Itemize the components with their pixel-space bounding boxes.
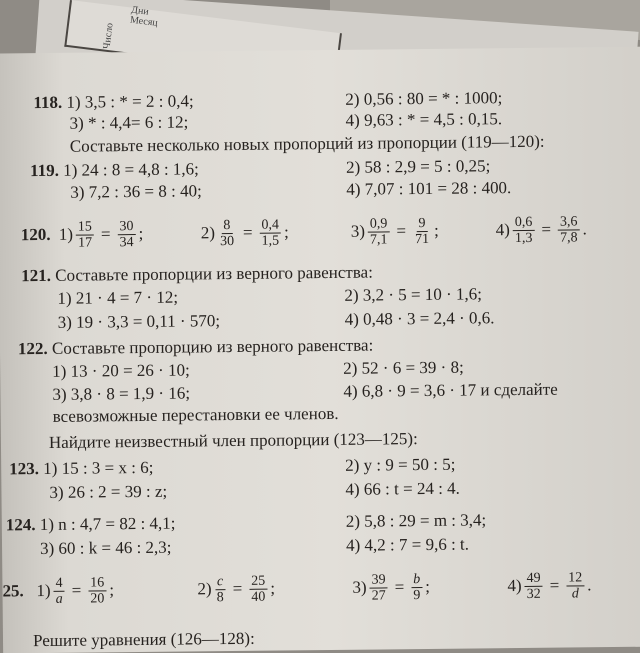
problem-item: 2) 0,56 : 80 = * : 1000; <box>345 88 503 109</box>
equals-sign: = <box>71 580 82 600</box>
problem-item: 2) 5,8 : 29 = m : 3,4; <box>345 510 487 531</box>
item-label: 4) <box>507 576 522 596</box>
fraction <box>566 570 584 601</box>
fraction <box>524 570 542 601</box>
denominator: 9 <box>413 587 421 603</box>
numerator: b <box>411 572 422 588</box>
problem-120 <box>20 205 640 251</box>
equals-sign: = <box>396 221 407 241</box>
problem-item: 2) 3,2 · 5 = 10 · 1,6; <box>344 284 483 305</box>
fraction <box>76 219 94 250</box>
problem-item: 4) 66 : t = 24 : 4. <box>345 478 460 499</box>
denominator: 32 <box>526 586 541 602</box>
punctuation: . <box>587 575 592 595</box>
proportion-item <box>496 205 588 254</box>
punctuation: . <box>582 219 587 239</box>
numerator: 8 <box>221 218 232 234</box>
section-heading: Составьте несколько новых пропорций из пропорции (119—120): <box>69 131 545 156</box>
denominator: 27 <box>371 587 386 604</box>
proportion-item <box>507 561 592 610</box>
problem-item: 1) 21 · 4 = 7 · 12; <box>57 287 179 308</box>
denominator: 40 <box>251 589 266 605</box>
section-heading: Найдите неизвестный член пропорции (123—125): <box>48 429 418 452</box>
problem-item: 3) 7,2 : 36 = 8 : 40; <box>70 181 202 202</box>
fraction <box>249 573 267 604</box>
problem-number: 25. <box>2 581 24 601</box>
item-label: 4) <box>495 220 511 240</box>
problem-number: 123. <box>9 459 40 479</box>
problem-number: 121. <box>21 265 52 286</box>
numerator: 15 <box>76 219 94 235</box>
denominator: 1,5 <box>261 233 280 249</box>
problem-item: 4) 0,48 · 3 = 2,4 · 0,6. <box>344 308 495 329</box>
problem-item: 4) 6,8 · 9 = 3,6 · 17 и сделайте <box>343 379 558 401</box>
denominator: 7,1 <box>369 231 388 248</box>
numerator: 12 <box>566 570 584 586</box>
equals-sign: = <box>541 219 552 239</box>
problem-item: 3) 3,8 · 8 = 1,9 · 16; <box>52 383 191 404</box>
problem-number: 118. <box>33 92 63 113</box>
denominator: 34 <box>119 234 134 250</box>
denominator: a <box>55 591 63 607</box>
problem-122-heading <box>18 336 373 360</box>
fraction <box>88 575 106 606</box>
punctuation: ; <box>283 222 289 242</box>
denominator: 1,3 <box>514 230 533 246</box>
problem-item: 4) 7,07 : 101 = 28 : 400. <box>346 178 512 199</box>
problem-item: 4) 9,63 : * = 4,5 : 0,15. <box>345 109 503 130</box>
denominator: 7,8 <box>560 229 578 246</box>
problem-number: 119. <box>30 160 60 181</box>
equals-sign: = <box>549 575 560 595</box>
punctuation: ; <box>425 576 431 597</box>
equals-sign: = <box>100 224 111 244</box>
problem-number: 124. <box>5 515 36 535</box>
fraction <box>558 214 580 245</box>
problem-item: 3) * : 4,4= 6 : 12; <box>69 112 189 133</box>
denominator: 30 <box>219 233 235 249</box>
denominator: d <box>571 585 579 601</box>
denominator: 8 <box>216 589 224 605</box>
numerator: 0,9 <box>368 216 390 232</box>
numerator: 0,4 <box>259 217 281 233</box>
numerator: 49 <box>524 570 542 586</box>
problem-item: 4) 4,2 : 7 = 9,6 : t. <box>345 534 470 555</box>
problem-item: 1) 13 · 20 = 26 · 10; <box>52 360 190 381</box>
fraction <box>513 214 535 245</box>
problem-text: Составьте пропорции из верного равенства: <box>55 262 373 285</box>
fraction <box>368 216 390 247</box>
equals-sign: = <box>232 578 243 599</box>
problem-item: 3) 19 · 3,3 = 0,11 · 570; <box>57 311 221 332</box>
problem-item: 1) 3,5 : * = 2 : 0,4; <box>66 91 194 112</box>
item-label: 2) <box>200 223 216 243</box>
fraction <box>218 217 236 248</box>
numerator: 39 <box>369 572 387 588</box>
punctuation: ; <box>109 580 115 600</box>
problem-item: 2) y : 9 = 50 : 5; <box>345 454 456 475</box>
numerator: 4 <box>54 575 65 591</box>
punctuation: ; <box>138 223 144 243</box>
problem-item: 1) n : 4,7 = 82 : 4,1; <box>39 513 176 535</box>
punctuation: ; <box>270 578 276 598</box>
numerator: 3,6 <box>558 214 580 230</box>
problem-number: 120. <box>20 224 51 245</box>
problem-number: 122. <box>17 338 48 359</box>
item-label: 3) <box>350 221 366 241</box>
numerator: 25 <box>249 573 267 589</box>
numerator: 16 <box>88 575 106 591</box>
problem-item: 3) 60 : k = 46 : 2,3; <box>39 537 172 559</box>
item-label: 1) <box>58 224 74 244</box>
numerator: 9 <box>416 215 427 231</box>
item-label: 3) <box>352 577 367 597</box>
proportion-item <box>36 566 114 615</box>
textbook-page <box>0 47 640 653</box>
proportion-item <box>351 207 439 256</box>
problem-118-row1 <box>33 91 193 113</box>
fraction <box>54 575 65 606</box>
problem-125 <box>2 561 640 607</box>
denominator: 20 <box>90 590 105 607</box>
numerator: 30 <box>117 219 135 235</box>
problem-text: Составьте пропорцию из верного равенства: <box>51 335 374 358</box>
fraction <box>215 574 226 605</box>
problem-item: 1) 24 : 8 = 4,8 : 1,6; <box>63 159 199 180</box>
problem-119-row1 <box>30 159 199 181</box>
section-heading: Решите уравнения (126—128): <box>32 628 255 651</box>
denominator: 17 <box>77 234 93 251</box>
proportion-item <box>59 210 144 259</box>
problem-123-row1 <box>9 458 153 480</box>
proportion-item <box>352 563 430 612</box>
fraction <box>117 219 135 250</box>
problem-item: 1) 15 : 3 = x : 6; <box>43 457 154 479</box>
fraction <box>413 215 431 246</box>
numerator: c <box>215 574 225 590</box>
fraction <box>369 572 387 603</box>
proportion-item <box>201 208 289 257</box>
form-label-number: Число <box>101 22 116 50</box>
problem-item: 2) 52 · 6 = 39 · 8; <box>343 357 464 378</box>
numerator: 0,6 <box>513 214 535 230</box>
item-label: 1) <box>36 580 51 601</box>
problem-item: 3) 26 : 2 = 39 : z; <box>49 481 168 502</box>
problem-124-row1 <box>6 514 176 536</box>
equals-sign: = <box>242 222 253 242</box>
problem-121-heading <box>21 263 373 287</box>
fraction <box>259 217 281 248</box>
fraction <box>411 572 422 603</box>
form-label-days: Дни <box>130 4 150 18</box>
proportion-item <box>197 565 275 614</box>
punctuation: ; <box>433 220 439 240</box>
problem-text: всевозможные перестановки ее членов. <box>52 403 339 426</box>
equals-sign: = <box>394 577 405 597</box>
item-label: 2) <box>197 579 212 599</box>
denominator: 71 <box>415 231 430 247</box>
problem-item: 2) 58 : 2,9 = 5 : 0,25; <box>345 156 491 177</box>
form-label-month: Месяц <box>129 14 159 29</box>
